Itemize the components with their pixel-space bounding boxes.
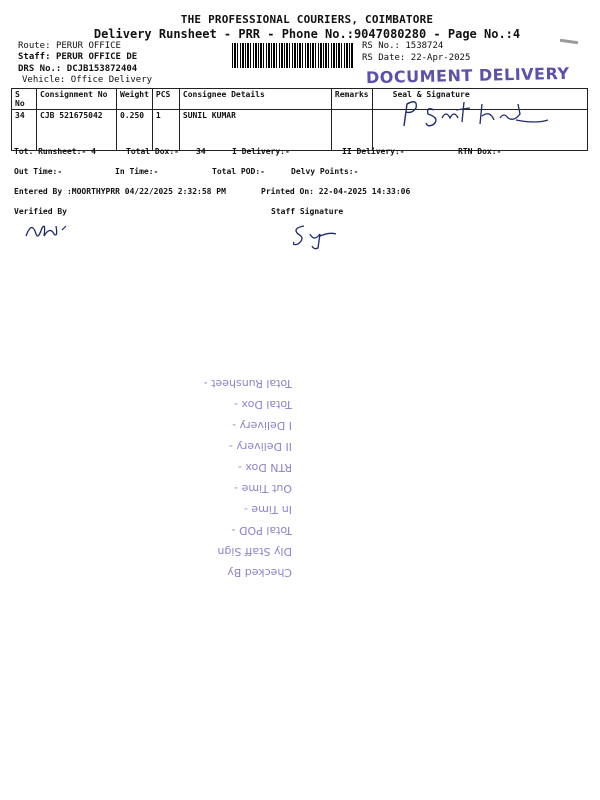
vehicle-value: Office Delivery	[70, 75, 153, 85]
rs-no-value: 1538724	[405, 41, 444, 51]
document-delivery-stamp: DOCUMENT DELIVERY	[365, 63, 570, 88]
staff-label: Staff:	[18, 52, 51, 62]
drs-line	[18, 64, 137, 74]
cell-pcs: 1	[152, 110, 179, 151]
stamp-line: Checked By	[227, 566, 292, 579]
cell-weight: 0.250	[117, 110, 153, 151]
cell-sno: 34	[12, 110, 37, 151]
cell-consignee: SUNIL KUMAR	[179, 110, 331, 151]
rs-date-label: RS Date:	[362, 53, 406, 63]
route-label: Route:	[18, 41, 51, 51]
drs-label: DRS No.:	[18, 64, 62, 74]
rs-no-label: RS No.:	[362, 41, 400, 51]
rs-date-value: 22-Apr-2025	[410, 53, 471, 63]
cell-remarks	[331, 110, 372, 151]
route-value: PERUR OFFICE	[55, 41, 121, 51]
stamp-line: Out Time -	[234, 482, 292, 495]
col-remarks: Remarks	[331, 89, 372, 110]
stamp-line: Total Runsheet -	[203, 377, 292, 390]
staff-signature-label: Staff Signature	[271, 207, 344, 216]
checked-by-stamp	[200, 368, 292, 583]
staff-value: PERUR OFFICE DE	[55, 52, 138, 62]
stamp-line: Total POD -	[231, 524, 292, 537]
ii-delivery: II Delivery:-	[342, 147, 405, 156]
vehicle-line	[22, 75, 152, 85]
i-delivery: I Delivery:-	[232, 147, 290, 156]
runsheet-title: Delivery Runsheet - PRR - Phone No.:9047080280 - Page No.:4	[93, 27, 521, 41]
col-weight: Weight	[117, 89, 153, 110]
col-pcs: PCS	[152, 89, 179, 110]
total-dox-label: Total Dox:-	[126, 147, 179, 156]
delvy-points: Delvy Points:-	[291, 167, 359, 176]
total-dox-value: 34	[196, 147, 206, 156]
rs-no-line	[362, 41, 443, 51]
company-name: THE PROFESSIONAL COURIERS, COIMBATORE	[180, 13, 434, 26]
col-consignee: Consignee Details	[179, 89, 331, 110]
stamp-line: Dly Staff Sign	[217, 545, 292, 558]
staff-signature-scribble	[290, 222, 340, 250]
staff-line	[18, 52, 137, 62]
col-consignment: Consignment No	[37, 89, 117, 110]
receiver-signature	[398, 96, 558, 132]
col-sno: S No	[12, 89, 37, 110]
vehicle-label: Vehicle:	[22, 75, 66, 85]
printed-on: Printed On: 22-04-2025 14:33:06	[261, 187, 411, 196]
stamp-line: In Time -	[243, 503, 292, 516]
stamp-line: II Delivery -	[228, 440, 292, 453]
stamp-line: RTN Dox -	[237, 461, 292, 474]
out-time: Out Time:-	[14, 167, 63, 176]
col-seal-signature: Seal & Signature	[372, 89, 587, 110]
verified-by-label: Verified By	[14, 207, 67, 216]
route-line	[18, 41, 121, 51]
cell-consignment: CJB 521675042	[37, 110, 117, 151]
in-time: In Time:-	[115, 167, 159, 176]
drs-value: DCJB153872404	[66, 64, 138, 74]
barcode	[232, 43, 354, 68]
total-pod: Total POD:-	[212, 167, 265, 176]
rs-date-line	[362, 53, 470, 63]
entered-by: Entered By :MOORTHYPRR 04/22/2025 2:32:58 PM	[14, 187, 226, 196]
stamp-line: I Delivery -	[232, 419, 292, 432]
stamp-line: Total Dox -	[233, 398, 292, 411]
tot-runsheet: Tot. Runsheet:- 4	[14, 147, 96, 156]
verifier-signature	[22, 218, 74, 242]
rtn-dox: RTN Dox:-	[458, 147, 502, 156]
